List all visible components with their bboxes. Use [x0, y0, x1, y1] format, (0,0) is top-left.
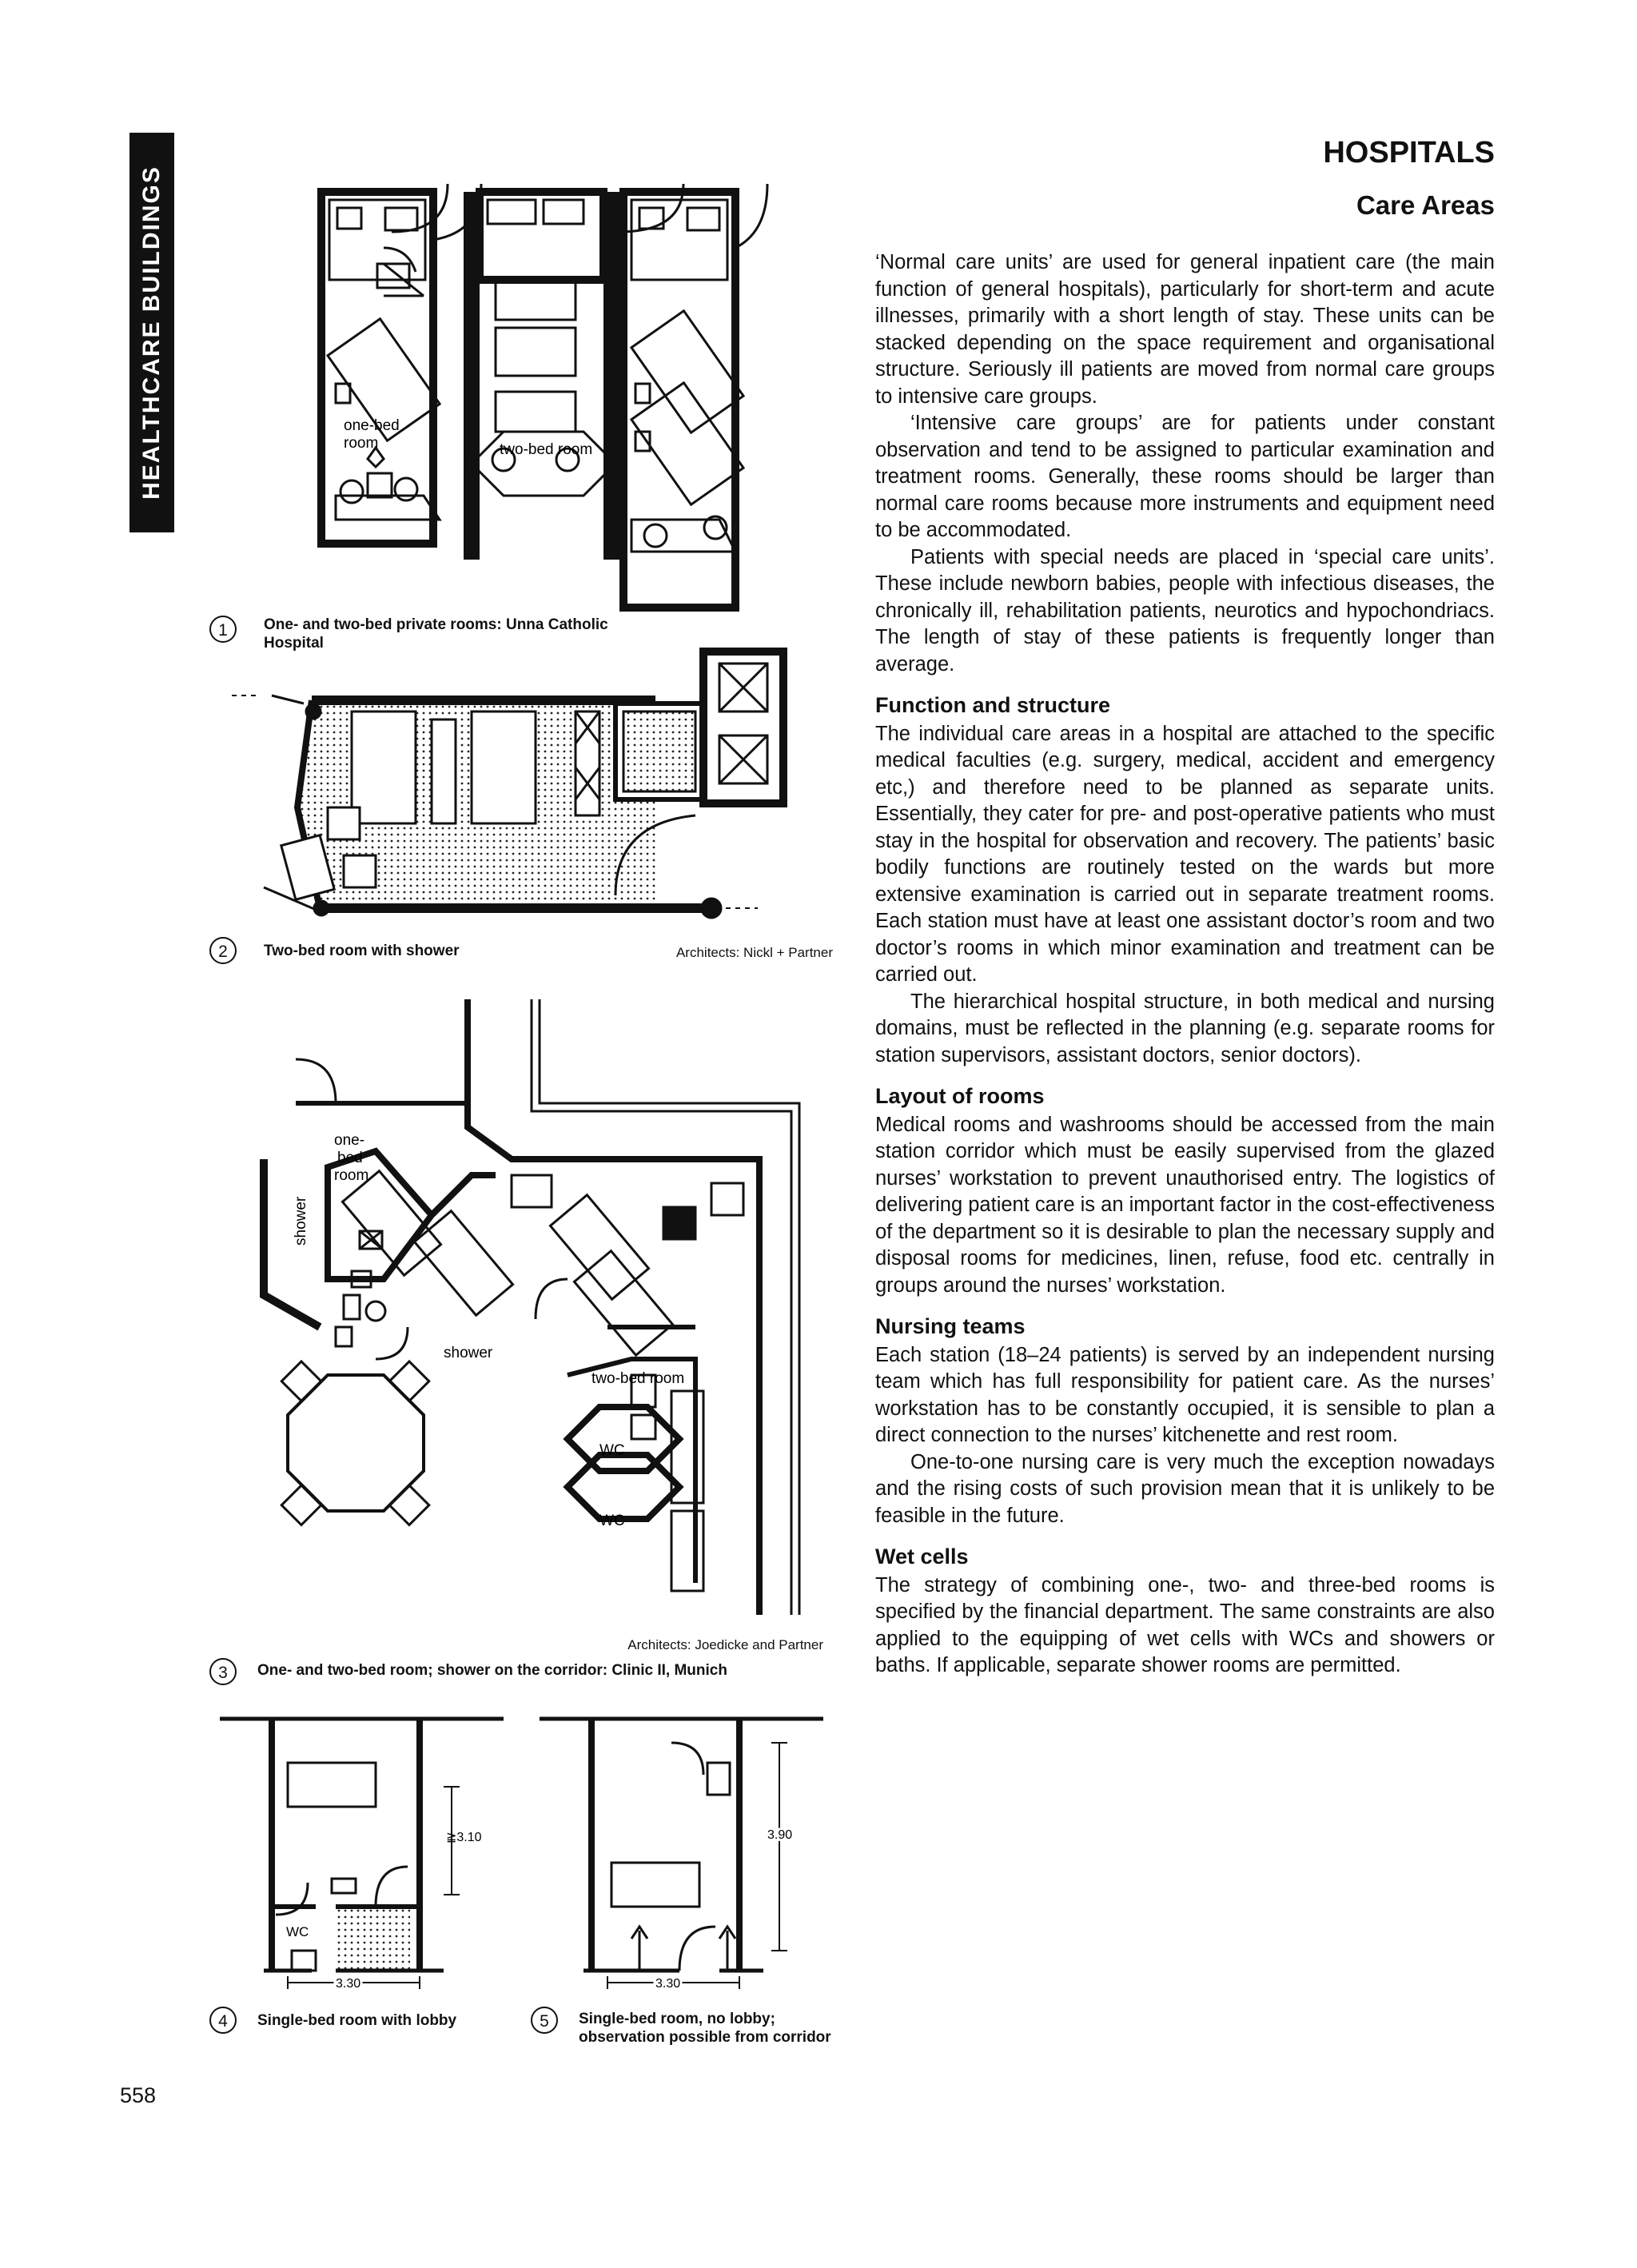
figure-2-plan	[224, 648, 831, 935]
fig3-caption: One- and two-bed room; shower on the corridor: Clinic II, Munich	[257, 1662, 727, 1679]
fig2-number: 2	[209, 937, 237, 964]
side-tab-label: HEALTHCARE BUILDINGS	[138, 165, 165, 500]
nursing-paragraph-2: One-to-one nursing care is very much the exception nowadays and the rising costs of such provision mean that it is unlikely to be feasible in the future.	[875, 1450, 1495, 1527]
section-heading-wet-cells: Wet cells	[875, 1545, 969, 1568]
fig3-label-bed: bed	[337, 1150, 363, 1166]
figure-5-plan	[536, 1711, 831, 2015]
page-title: HOSPITALS	[1323, 136, 1495, 169]
section-heading-nursing: Nursing teams	[875, 1314, 1026, 1338]
fig4-caption: Single-bed room with lobby	[257, 2012, 457, 2029]
page-number: 558	[120, 2083, 157, 2107]
fig5-dim-width: 3.30	[655, 1977, 681, 1991]
figure-3-plan	[248, 991, 823, 1631]
fig3-label-shower: shower	[444, 1345, 493, 1361]
fig4-label-wc: WC	[286, 1924, 309, 1939]
fig1-number: 1	[209, 616, 237, 643]
fig3-credit: Architects: Joedicke and Partner	[627, 1637, 823, 1652]
fig1-caption: One- and two-bed private rooms: Unna Catholic Hospital	[264, 616, 608, 652]
fig5-caption: Single-bed room, no lobby; observation possible from corridor	[579, 2011, 831, 2046]
fig3-label-two-bed: two-bed room	[591, 1370, 685, 1387]
fig5-dim-height: 3.90	[767, 1828, 793, 1842]
fig1-label-one-bed: one-bed	[344, 417, 400, 434]
fig3-label-shower-vertical: shower	[293, 1196, 309, 1246]
figure-1-plan	[304, 176, 831, 624]
fig4-number: 4	[209, 2007, 237, 2034]
fig3-number: 3	[209, 1658, 237, 1685]
fig5-number: 5	[531, 2007, 558, 2034]
function-paragraph-2: The hierarchical hospital structure, in both medical and nursing domains, must be reflected in the planning (e.g. separate rooms for station supervisors, assistant doctors, senior doctors).	[875, 990, 1495, 1066]
layout-paragraph-1: Medical rooms and washrooms should be accessed from the main station corridor which must be easily supervised from the glazed nurses’ workstation to prevent unauthorised entry. The logistics of delivering patient care is an important factor in the cost-effectiveness of the department so it is desirable to plan the necessary supply and disposal rooms for medicines, linen, refuse, food etc. centrally in groups around the nurses’ workstation.	[875, 1113, 1495, 1297]
fig3-label-wc-1: WC	[599, 1442, 625, 1459]
section-heading-layout: Layout of rooms	[875, 1084, 1045, 1108]
fig3-label-wc-2: WC	[599, 1513, 625, 1529]
wet-cells-paragraph-1: The strategy of combining one-, two- and three-bed rooms is specified by the financial department. The same constraints are also applied to the equipping of wet cells with WCs and showers or baths. If applicable, separate shower rooms are permitted.	[875, 1573, 1495, 1676]
figure-4-plan	[216, 1711, 520, 2015]
intro-paragraph-2: ‘Intensive care groups’ are for patients under constant observation and tend to be assigned to particular examination and treatment rooms. Generally, these rooms should be larger than normal care rooms because more instruments and equipment need to be accommodated.	[875, 412, 1495, 541]
nursing-paragraph-1: Each station (18–24 patients) is served by an independent nursing team which has full responsibility for patient care. As the nurses’ workstation has to be constantly occupied, it is sensible to plan a direct connection to the nurses’ kitchenette and rest room.	[875, 1343, 1495, 1446]
fig2-caption: Two-bed room with shower	[264, 943, 460, 959]
function-paragraph-1: The individual care areas in a hospital are attached to the specific medical faculties (e.g. surgery, medical, accident and emergency etc,) and therefore need to be planned as separate units. Essentially, they cater for pre- and post-operative patients who must stay in the hospital for observation and recovery. The patients’ basic bodily functions are routinely tested on the wards but more extensive examination is carried out in separate treatment rooms. Each station must have at least one assistant doctor’s room and two doctor’s rooms in which minor examination and treatment can be carried out.	[875, 722, 1495, 986]
fig4-dim-height: ≧3.10	[446, 1831, 482, 1844]
page-subtitle: Care Areas	[1356, 190, 1495, 220]
fig1-label-two-bed: two-bed room	[500, 441, 593, 458]
fig2-credit: Architects: Nickl + Partner	[675, 945, 833, 960]
fig3-label-room: room	[334, 1167, 369, 1184]
fig1-label-room: room	[344, 435, 379, 452]
section-heading-function: Function and structure	[875, 693, 1111, 717]
fig3-label-one: one-	[334, 1132, 365, 1149]
fig4-dim-width: 3.30	[336, 1977, 361, 1991]
intro-paragraph-1: ‘Normal care units’ are used for general inpatient care (the main function of general hospitals), particularly for short-term and acute illnesses, primarily with a short length of stay. These units can be stacked depending on the space requirement and organisational structure. Seriously ill patients are moved from normal care groups to intensive care groups.	[875, 251, 1495, 408]
intro-paragraph-3: Patients with special needs are placed in ‘special care units’. These include newborn babies, people with infectious diseases, the chronically ill, rehabilitation patients, neurotics and hypochondriacs. The length of stay of these patients is frequently longer than average.	[875, 545, 1495, 676]
body-text-column	[875, 249, 1495, 1680]
section-side-tab	[129, 133, 174, 532]
